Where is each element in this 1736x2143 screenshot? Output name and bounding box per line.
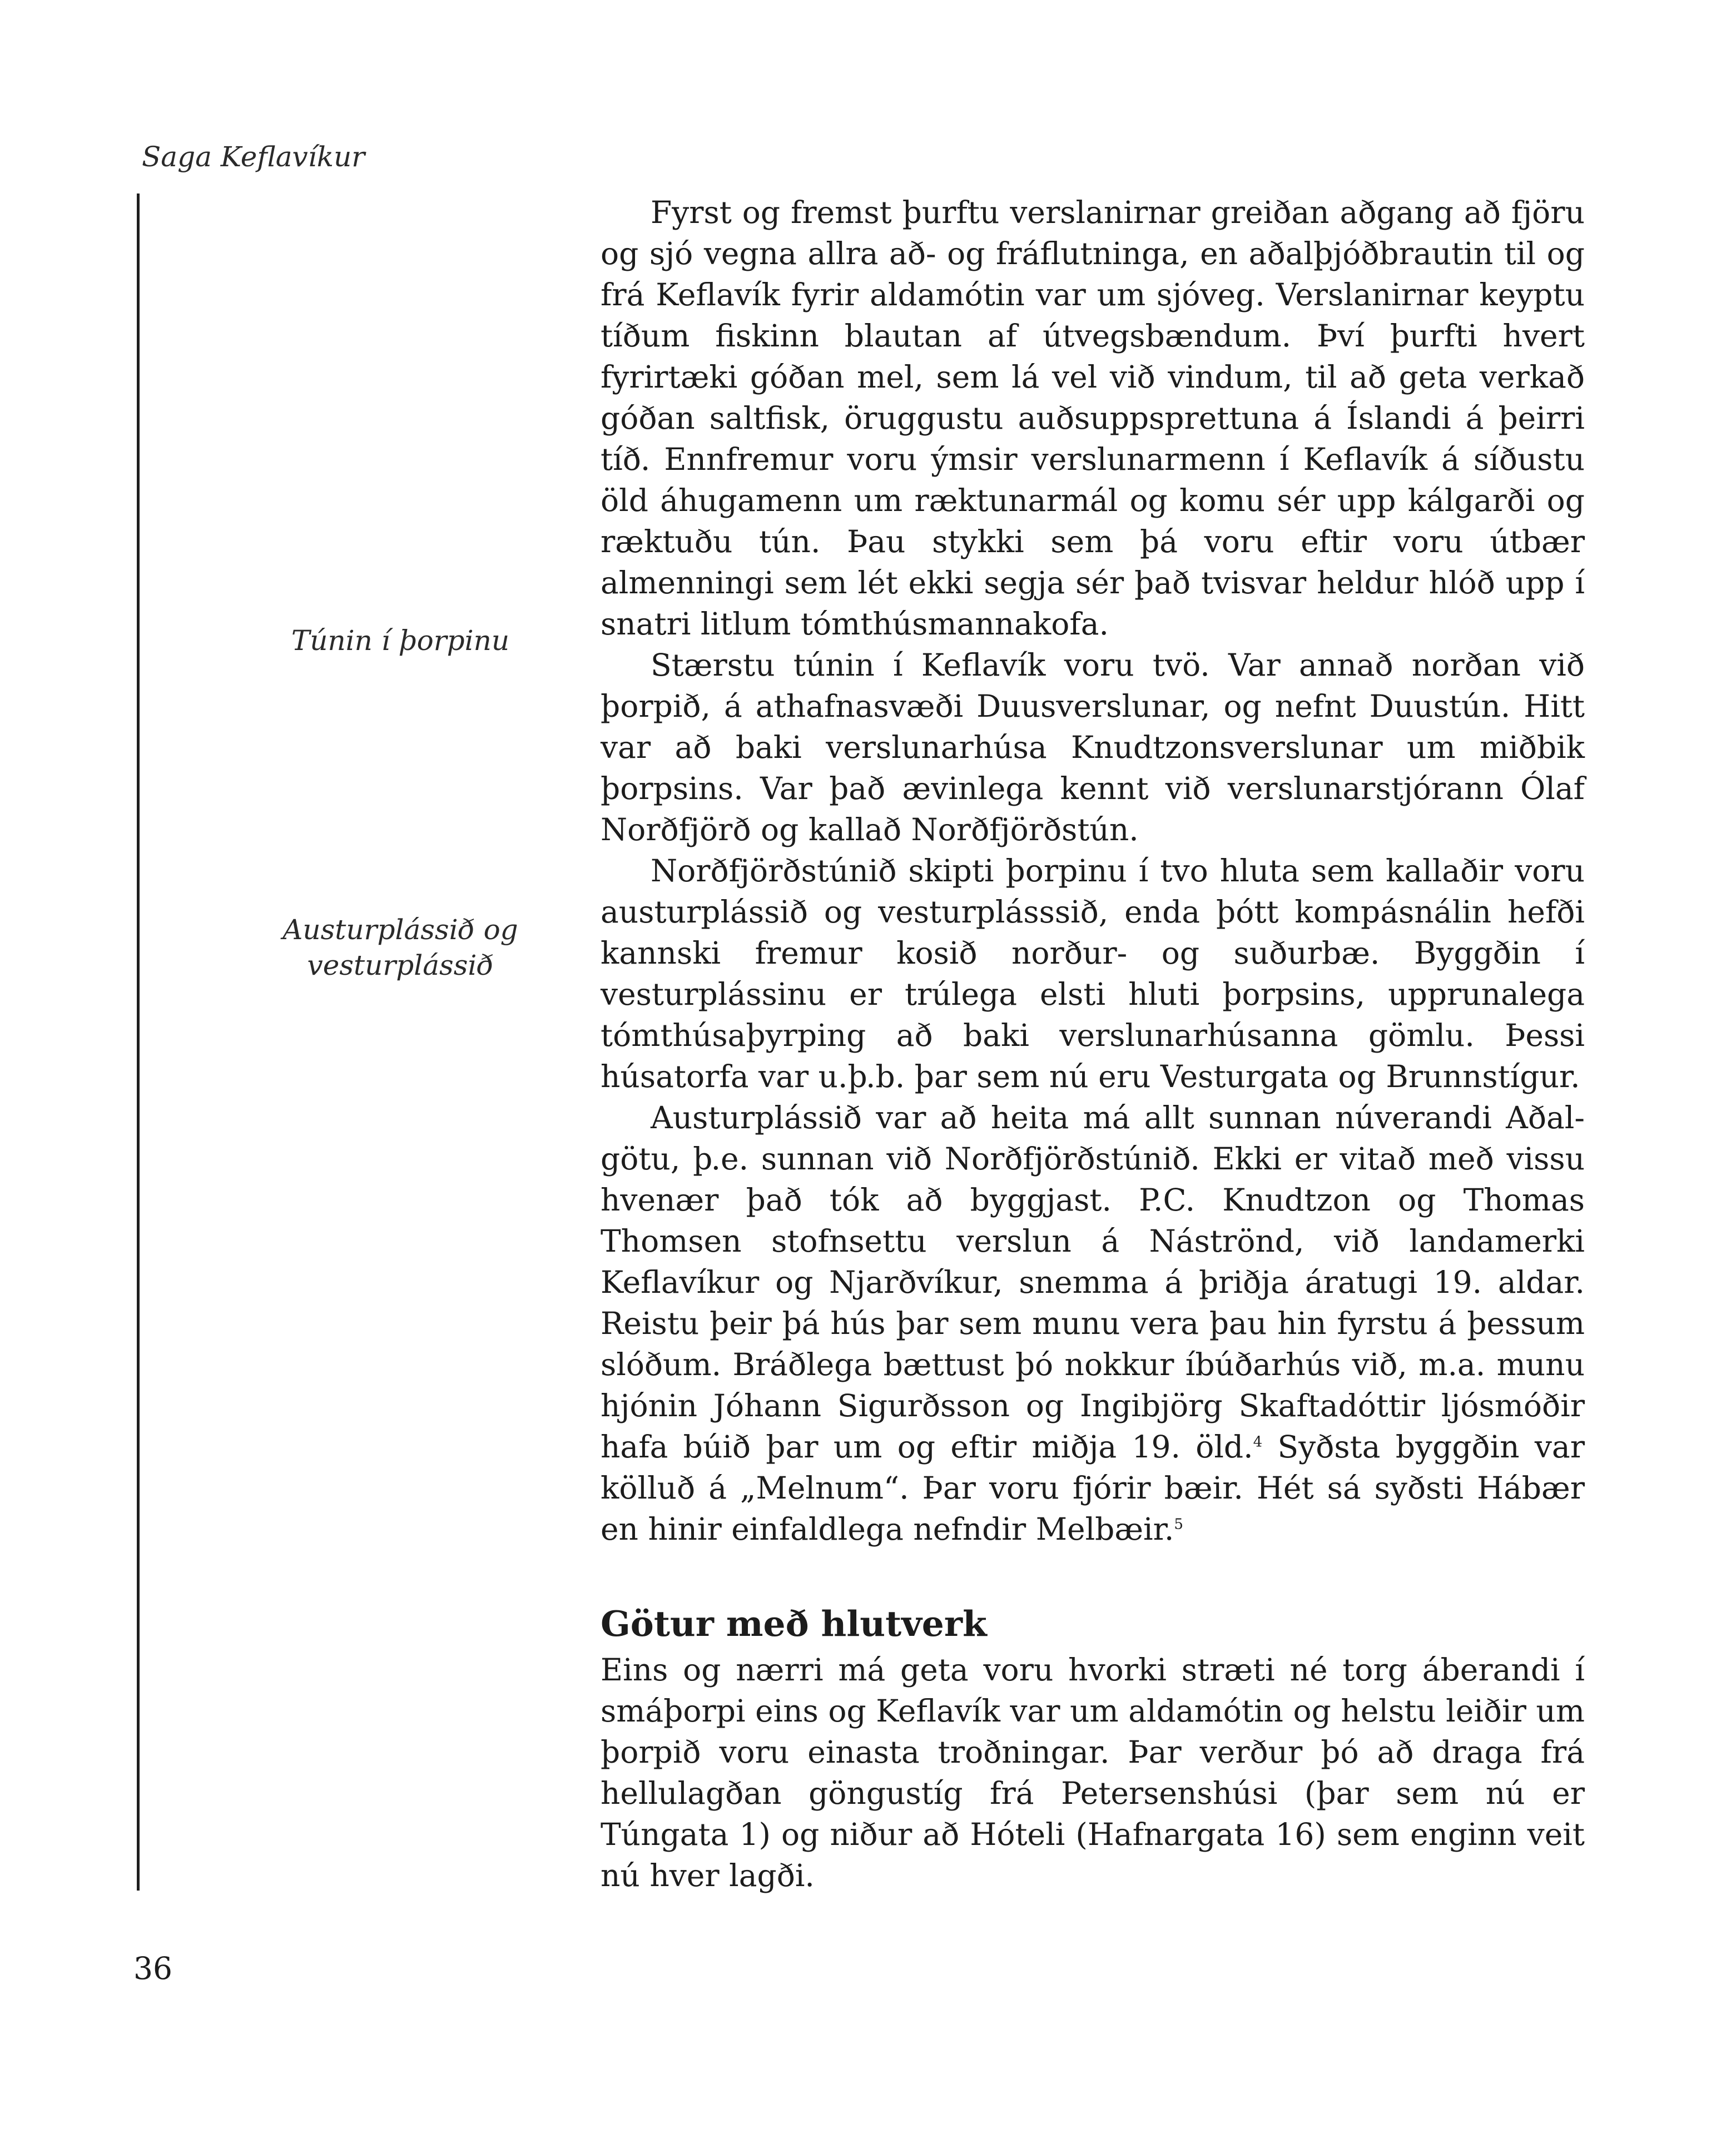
paragraph xyxy=(601,1097,1585,1550)
section-paragraph: Eins og nærri má geta voru hvorki stræti né torg áberandi í smáþorpi eins og Keflavík var um aldamótin og helstu leiðir um þorpið voru einasta troðningar. Þar verður þó að draga frá hellulagðan göngustíg frá Petersenshúsi (þar sem nú er Túngata 1) og niður að Hóteli (Hafnargata 16) sem enginn veit nú hver lagði. xyxy=(601,1652,1585,1893)
margin-rule xyxy=(137,194,140,1891)
body-text xyxy=(601,192,1585,1550)
footnote-marker: 4 xyxy=(1253,1433,1263,1451)
paragraph: Norðfjörðstúnið skipti þorpinu í tvo hluta sem kallaðir voru austurplássið og vesturplásssið, enda þótt kompásnálin hefði kannski fremur kosið norður- og suðurbæ. Byggðin í vesturplássinu er trúlega elsti hluti þorpsins, upprunalega tómthúsaþyrping að baki verslunarhúsanna gömlu. Þessi húsatorfa var u.þ.b. þar sem nú eru Vesturgata og Brunnstígur. xyxy=(601,853,1585,1094)
paragraph: Fyrst og fremst þurftu verslanirnar greiðan aðgang að fjöru og sjó vegna allra að- og fráflutninga, en aðalþjóðbrautin til og frá Keflavík fyrir aldamótin var um sjóveg. Verslanirnar keyptu tíðum fiskinn blautan af útvegsbændum. Því þurfti hvert fyrirtæki góðan mel, sem lá vel við vindum, til að geta verkað góðan saltfisk, öruggustu auðsuppsprettuna á Íslandi á þeirri tíð. Ennfremur voru ýmsir verslunarmenn í Keflavík á síðustu öld áhugamenn um ræktunarmál og komu sér upp kálgarði og ræktuðu tún. Þau stykki sem þá voru eftir voru útbær almenningi sem lét ekki segja sér það tvisvar heldur hlóð upp í snatri litlum tómthúsmannakofa. xyxy=(601,195,1585,642)
page-number: 36 xyxy=(133,1951,172,1986)
paragraph-text: Austurplássið var að heita má allt sunnan núverandi Aðalgötu, þ.e. sunnan við Norðfjörðstúnið. Ekki er vitað með vissu hvenær það tók að byggjast. P.C. Knudtzon og Thomas Thomsen stofnsettu verslun á Náströnd, við landamerki Keflavíkur og Njarðvíkur, snemma á þriðja áratugi 19. aldar. Reistu þeir þá hús þar sem munu vera þau hin fyrstu á þessum slóðum. Bráðlega bættust þó nokkur íbúðarhús við, m.a. munu hjónin Jóhann Sigurðsson og Ingibjörg Skaftadóttir ljósmóðir hafa búið þar um og eftir miðja 19. öld. xyxy=(601,1100,1585,1465)
margin-note-tunin: Túnin í þorpinu xyxy=(291,624,510,657)
section-gotur xyxy=(601,1601,1585,1896)
paragraph: Stærstu túnin í Keflavík voru tvö. Var annað norðan við þorpið, á athafnasvæði Duusverslunar, og nefnt Duustún. Hitt var að baki verslunarhúsa Knudtzonsverslunar um miðbik þorpsins. Var það ævinlega kennt við verslunarstjórann Ólaf Norðfjörð og kallað Norðfjörðstún. xyxy=(601,647,1585,847)
running-head: Saga Keflavíkur xyxy=(142,141,365,173)
margin-note-austurplassid: Austurplássið og vesturplássið xyxy=(282,914,518,981)
footnote-marker: 5 xyxy=(1174,1516,1183,1533)
paragraph-text: Syðsta byggðin var kölluð á „Melnum“. Þar voru fjórir bæir. Hét sá syðsti Hábær en hinir einfaldlega nefndir Melbæir. xyxy=(601,1429,1585,1547)
section-heading: Götur með hlutverk xyxy=(601,1603,987,1644)
